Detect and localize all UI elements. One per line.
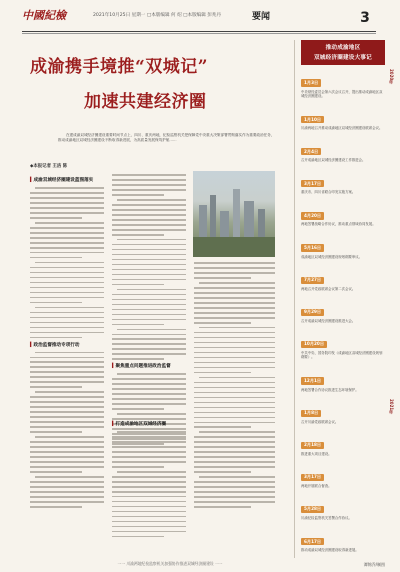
subheading-1-text: 成渝双城经济圈建设蓝图落实	[33, 178, 94, 183]
section-name: 要闻	[252, 12, 271, 22]
subheading-2-text: 政治监督推动专项行动	[33, 342, 80, 348]
column-divider	[294, 40, 295, 558]
timeline-text: 重庆市、四川省联合印发实施方案。	[301, 190, 356, 195]
timeline-date: 2月4日	[301, 148, 321, 155]
article-column-1	[30, 174, 104, 511]
byline-text: 本报记者 王洁 陈	[33, 164, 68, 169]
timeline-sidebar	[301, 40, 394, 567]
article-column-2	[112, 174, 186, 448]
timeline-entry	[301, 69, 394, 102]
timeline-entry	[301, 234, 385, 262]
body-text-block	[30, 187, 104, 338]
lead-paragraph	[58, 133, 276, 155]
timeline-title-b: 双城经济圈建设大事记	[314, 55, 372, 61]
timeline-text: 两地召开党政联席会议第二次会议。	[301, 286, 356, 291]
body-text-block	[30, 352, 104, 508]
body-text-block	[112, 174, 186, 360]
timeline-date: 5月28日	[301, 506, 324, 513]
timeline-text: 推动成渝双城经济圈建设取得新进展。	[301, 548, 359, 552]
headline-line2: 加速共建经济圈	[84, 92, 207, 112]
timeline-entry	[301, 367, 385, 395]
issue-line: 2021年10月25日 星期一 □本版编辑 何 绍 □本版编辑 彭兆丹	[93, 13, 222, 18]
subheading-3-text: 聚焦重点问题推进政治监督	[115, 364, 171, 370]
timeline-text: 召开成渝地区双城经济圈建设工作推进会。	[301, 158, 366, 163]
timeline-date: 9月29日	[301, 309, 324, 316]
footer-caption: 一一 川渝两地纪检监察机关加强协作推进双城经济圈建设 一一	[117, 561, 223, 566]
timeline-date: 10月20日	[301, 341, 327, 348]
body-text-block	[194, 262, 275, 508]
timeline-entry	[301, 202, 385, 230]
headline	[30, 52, 275, 112]
timeline-text: 两地签署合作协议推进生态环境保护。	[301, 387, 359, 392]
timeline-date: 1月3日	[301, 79, 321, 86]
timeline-date: 1月10日	[301, 116, 324, 123]
timeline-text: 推进重大项目建设。	[301, 451, 332, 456]
lead-text: 在建成渝双城经济圈建设重要时间节点上，四川、重庆两地，纪检监察机关把保障党中央重大决策部署贯彻落实作为重要政治任务，推动成渝地区双城经济圈建设不断取得新进展，为高质量发展保驾护航……	[58, 133, 275, 143]
timeline-text: 川渝两地召开推动成渝地区双城经济圈建设联席会议。	[301, 126, 383, 131]
timeline-date: 12月1日	[301, 377, 324, 384]
timeline-date: 3月17日	[301, 474, 324, 481]
timeline-date: 2月18日	[301, 442, 324, 449]
timeline-text: 川渝纪检监察机关签署合作协议。	[301, 515, 352, 520]
page-number: 3	[360, 10, 370, 26]
subheading-1: ▍成渝双城经济圈建设蓝图落实	[30, 178, 94, 183]
article-column-3	[194, 262, 275, 511]
timeline-text: 中共中央、国务院印发《成渝地区双城经济圈建设规划纲要》。	[301, 350, 383, 360]
timeline-entry	[301, 528, 385, 556]
timeline-entry	[301, 431, 385, 459]
header-rule	[22, 31, 376, 32]
timeline-entry	[301, 495, 385, 523]
timeline-text: 两地开展联合督查。	[301, 483, 332, 488]
newspaper-logo	[22, 8, 86, 22]
page-header	[0, 0, 400, 40]
timeline-entry	[301, 170, 385, 198]
subheading-3: ▍聚焦重点问题推进政治监督	[112, 364, 171, 370]
timeline-date: 1月8日	[301, 410, 321, 417]
timeline-text: 中央财经委员会第六次会议召开，提出推动成渝地区双城经济圈建设。	[301, 89, 383, 99]
city-photo	[193, 171, 275, 257]
timeline-entry	[301, 106, 385, 134]
timeline-date: 3月17日	[301, 180, 324, 187]
timeline-text: 成渝地区双城经济圈建设规划纲要审议。	[301, 254, 363, 259]
timeline-entry	[301, 330, 385, 363]
timeline-text: 两地签署战略合作协议，推动重点领域协同发展。	[301, 222, 376, 227]
timeline-text: 召开川渝党政联席会议。	[301, 419, 339, 424]
timeline-entry	[301, 399, 394, 427]
subheading-2: ▍政治监督推动专项行动	[30, 342, 80, 348]
timeline-entry	[301, 266, 385, 294]
year-label: 2020年	[389, 69, 394, 85]
body-text-block	[112, 431, 186, 537]
timeline-title-a: 推动成渝地区	[325, 45, 361, 51]
svg-text:中國紀檢: 中國紀檢	[22, 9, 66, 22]
timeline-text: 召开成渝双城经济圈建设推进大会。	[301, 318, 356, 323]
graphic-credit: 谭锦乔/制图	[363, 562, 385, 567]
header-rule-thin	[22, 33, 376, 34]
timeline-title-box	[301, 40, 385, 65]
timeline-entry	[301, 138, 385, 166]
byline: ◆本报记者 王洁 陈	[30, 164, 68, 169]
timeline-entry	[301, 298, 385, 326]
article-column-2-lower	[112, 418, 186, 541]
timeline-date: 5月16日	[301, 244, 324, 251]
timeline-date: 7月27日	[301, 277, 324, 284]
subheading-4: ▍打造成渝地区双城经济圈	[112, 422, 167, 427]
headline-line1: 成渝携手境推“双城记”	[30, 57, 209, 77]
year-label: 2021年	[389, 399, 394, 415]
timeline-date: 6月17日	[301, 538, 324, 545]
timeline-entry	[301, 463, 385, 491]
timeline-date: 4月20日	[301, 212, 324, 219]
subheading-4-text: 打造成渝地区双城经济圈	[115, 422, 167, 427]
